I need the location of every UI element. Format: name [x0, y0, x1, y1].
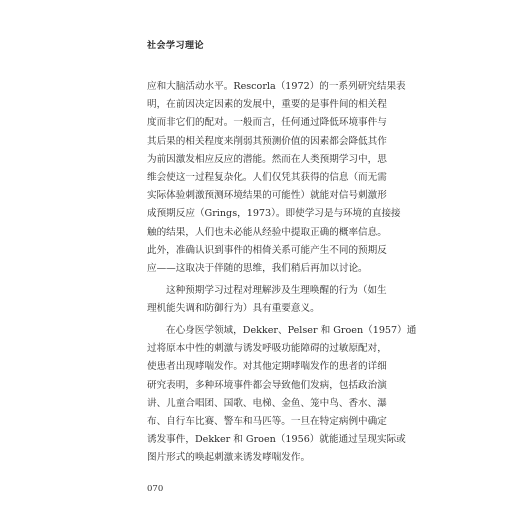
- text-line: 图片形式的唤起刺激来诱发哮喘发作。: [147, 452, 311, 464]
- paragraph-2: [147, 282, 387, 318]
- text-line: 此外，准确认识到事件的相倚关系可能产生不同的预期反: [147, 244, 387, 256]
- text-line: 诱发事件，Dekker 和 Groen（1956）就能通过呈现实际或: [147, 434, 406, 446]
- text-line: 在心身医学领域，Dekker、Pelser 和 Groen（1957）通: [166, 325, 417, 336]
- page-number: 070: [147, 484, 164, 494]
- text-line: 这种预期学习过程对理解涉及生理唤醒的行为（如生: [166, 285, 387, 296]
- paragraph-3: [147, 322, 417, 468]
- running-header: 社会学习理论: [147, 41, 205, 51]
- text-line: 布、自行车比赛、警车和马匹等。一旦在特定病例中确定: [147, 415, 387, 427]
- text-line: 研究表明，多种环境事件都会导致他们发病，包括政治演: [147, 379, 387, 391]
- text-line: 触的结果，人们也未必能从经验中提取正确的概率信息。: [147, 226, 387, 238]
- text-line: 明，在前因决定因素的发展中，重要的是事件间的相关程: [147, 99, 387, 111]
- text-line: 维会使这一过程复杂化。人们仅凭其获得的信息（而无需: [147, 171, 387, 183]
- text-line: 为前因激发相应反应的潜能。然而在人类预期学习中，思: [147, 153, 387, 165]
- text-line: 其后果的相关程度来削弱其预测价值的因素都会降低其作: [147, 135, 387, 147]
- text-line: 度而非它们的配对。一般而言，任何通过降低环境事件与: [147, 117, 387, 129]
- paragraph-1: [147, 78, 406, 278]
- text-line: 使患者出现哮喘发作。对其他定期哮喘发作的患者的详细: [147, 361, 387, 373]
- text-line: 应和大脑活动水平。Rescorla（1972）的一系列研究结果表: [147, 81, 406, 92]
- text-line: 实际体验刺激预测环境结果的可能性）就能对信号刺激形: [147, 190, 387, 202]
- text-line: 应——这取决于伴随的思维，我们稍后再加以讨论。: [147, 262, 368, 274]
- text-line: 讲、儿童合唱团、国歌、电梯、金鱼、笼中鸟、香水、瀑: [147, 397, 387, 409]
- text-line: 理机能失调和防御行为）具有重要意义。: [147, 303, 320, 315]
- text-line: 过将原本中性的刺激与诱发呼吸功能障碍的过敏原配对，: [147, 343, 387, 355]
- text-line: 成预期反应（Grings，1973）。即使学习是与环境的直接接: [147, 208, 401, 220]
